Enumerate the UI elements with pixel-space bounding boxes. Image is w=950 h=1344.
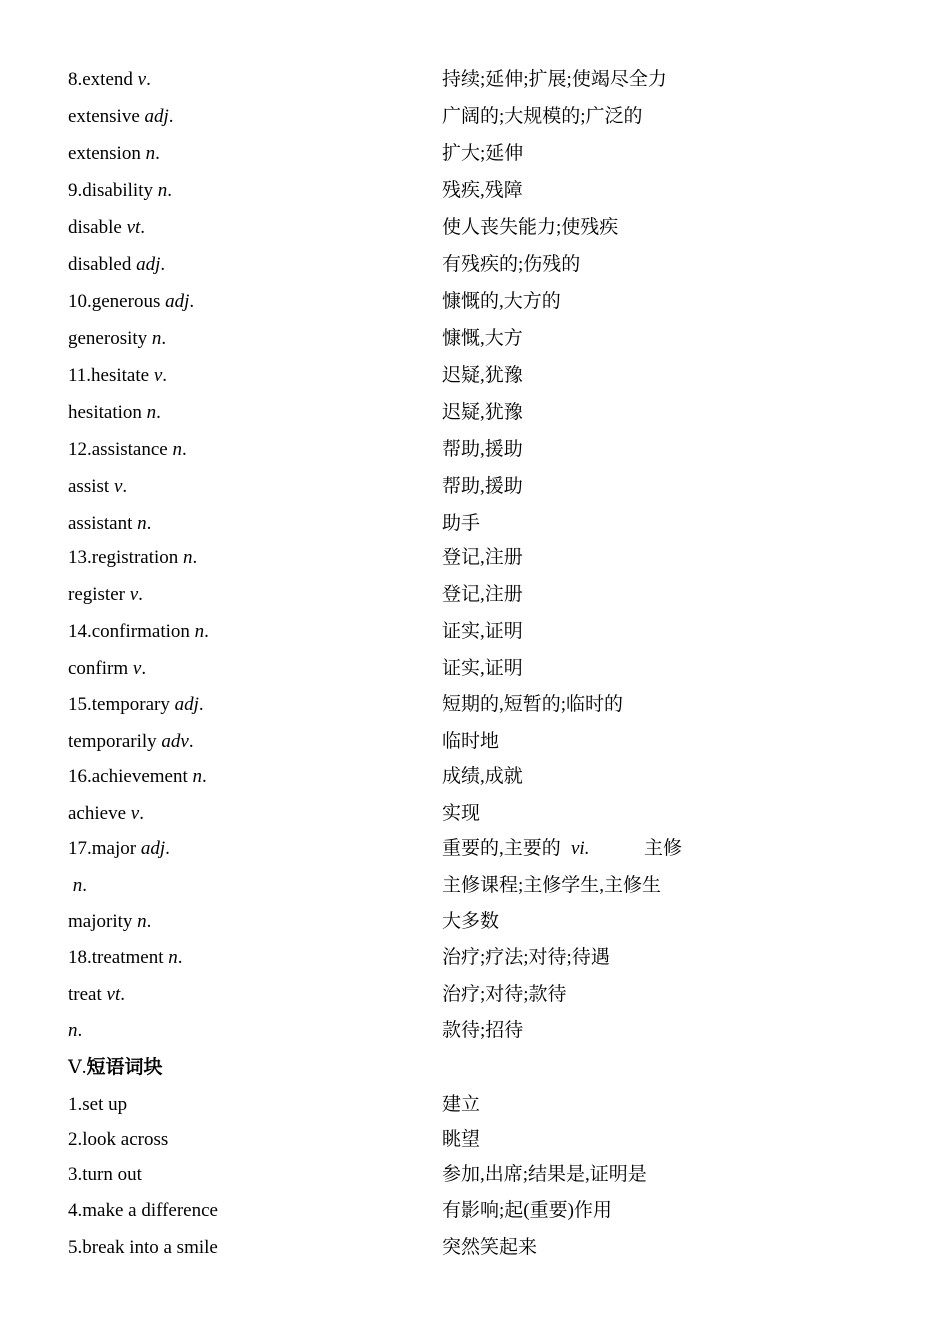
section-number: Ⅴ.	[68, 1057, 87, 1078]
vocab-term: disable vt.	[68, 217, 146, 238]
vocab-meaning: 迟疑,犹豫	[442, 402, 523, 423]
vocab-term: 15.temporary adj.	[68, 694, 204, 715]
phrase-row	[68, 1234, 888, 1262]
vocab-meaning: 迟疑,犹豫	[442, 365, 523, 386]
part-of-speech: v	[132, 658, 142, 679]
vocab-meaning: 款待;招待	[442, 1020, 524, 1041]
vocab-row	[68, 436, 888, 464]
part-of-speech: adj	[140, 838, 166, 859]
vocab-term: 11.hesitate v.	[68, 365, 168, 386]
vocab-meaning: 广阔的;大规模的;广泛的	[442, 106, 643, 127]
vocab-meaning: 登记,注册	[442, 584, 523, 605]
vocab-term: n.	[68, 1020, 83, 1041]
vocab-word: hesitation	[68, 402, 147, 423]
vocab-row	[68, 140, 888, 168]
vocab-word: assistant	[68, 513, 138, 534]
part-of-speech: v	[137, 69, 147, 90]
vocab-word: 12.assistance	[68, 439, 173, 460]
part-of-speech: v	[129, 584, 139, 605]
vocab-word: 13.registration	[68, 547, 184, 568]
vocab-word: disabled	[68, 254, 137, 275]
vocab-row	[68, 944, 888, 972]
vocab-word: 15.temporary	[68, 694, 175, 715]
part-of-speech: adj	[174, 694, 199, 715]
vocab-term: 13.registration n.	[68, 547, 198, 568]
vocab-word: achieve	[68, 803, 131, 824]
vocab-meaning: 登记,注册	[442, 547, 523, 568]
phrase-term: 3.turn out	[68, 1164, 142, 1185]
vocab-row	[68, 214, 888, 242]
vocab-row	[68, 473, 888, 501]
phrase-term: 4.make a difference	[68, 1200, 218, 1221]
vocab-term: n.	[68, 872, 87, 900]
vocab-meaning: 慷慨的,大方的	[442, 291, 561, 312]
vocab-row	[68, 510, 888, 538]
vocab-word: assist	[68, 476, 114, 497]
phrase-row	[68, 1161, 888, 1189]
phrase-meaning: 建立	[442, 1094, 481, 1115]
vocab-row	[68, 835, 888, 863]
part-of-speech: n	[137, 911, 147, 932]
phrase-row	[68, 1091, 888, 1119]
vocab-word: 8.extend	[68, 69, 138, 90]
vocab-meaning: 使人丧失能力;使残疾	[442, 217, 619, 238]
phrase-row	[68, 1197, 888, 1225]
section-heading	[68, 1054, 163, 1082]
vocab-meaning: 帮助,援助	[442, 476, 523, 497]
vocab-term: 10.generous adj.	[68, 291, 195, 312]
vocab-word: 14.confirmation	[68, 621, 195, 642]
part-of-speech: n	[68, 1020, 78, 1041]
part-of-speech: n	[145, 143, 156, 164]
phrase-meaning: 突然笑起来	[442, 1237, 538, 1258]
vocab-row	[68, 800, 888, 828]
part-of-speech: n	[146, 402, 157, 423]
phrase-term: 1.set up	[68, 1094, 128, 1115]
vocab-row	[68, 728, 888, 756]
part-of-speech: adj	[165, 291, 190, 312]
part-of-speech: vt	[126, 217, 141, 238]
vocab-meaning: 短期的,短暂的;临时的	[442, 694, 624, 715]
vocab-term: treat vt.	[68, 984, 125, 1005]
vocab-term: extensive adj.	[68, 106, 174, 127]
vocab-meaning: 证实,证明	[442, 621, 523, 642]
vocab-row	[68, 581, 888, 609]
vocab-term: hesitation n.	[68, 402, 161, 423]
vocab-term: temporarily adv.	[68, 731, 194, 752]
vocab-row	[68, 288, 888, 316]
vocab-term: majority n.	[68, 911, 152, 932]
phrase-term: 2.look across	[68, 1129, 169, 1150]
vocab-word: register	[68, 584, 130, 605]
part-of-speech: v	[113, 476, 123, 497]
vocab-row	[68, 763, 888, 791]
vocab-meaning: 扩大;延伸	[442, 143, 524, 164]
vocab-term: 14.confirmation n.	[68, 621, 209, 642]
vocab-term: achieve v.	[68, 803, 144, 824]
vocab-word: 9.disability	[68, 180, 158, 201]
vocab-row	[68, 66, 888, 94]
vocab-row	[68, 251, 888, 279]
part-of-speech: n	[168, 947, 178, 968]
part-of-speech: n	[72, 875, 83, 896]
vocab-word: 17.major	[68, 838, 141, 859]
extra-pos-text: vi	[571, 838, 585, 859]
vocab-row	[68, 618, 888, 646]
part-of-speech: adj	[136, 254, 161, 275]
vocab-word: treat	[68, 984, 107, 1005]
phrase-term: 5.break into a smile	[68, 1237, 218, 1258]
vocab-row	[68, 691, 888, 719]
vocab-meaning: 临时地	[442, 731, 500, 752]
vocab-meaning: 重要的,主要的	[442, 838, 561, 859]
vocab-row	[68, 1017, 888, 1045]
vocab-word: 11.hesitate	[68, 365, 154, 386]
vocab-term: 17.major adj.	[68, 838, 170, 859]
vocab-meaning: 成绩,成就	[442, 766, 523, 787]
vocab-term: register v.	[68, 584, 143, 605]
part-of-speech: n	[194, 621, 205, 642]
vocab-row	[68, 399, 888, 427]
vocab-row	[68, 908, 888, 936]
vocab-meaning: 实现	[442, 803, 481, 824]
vocab-word: temporarily	[68, 731, 162, 752]
vocab-row	[68, 325, 888, 353]
vocab-term: assistant n.	[68, 513, 152, 534]
section-title: 短语词块	[86, 1057, 163, 1078]
vocab-word: disable	[68, 217, 127, 238]
vocab-word: majority	[68, 911, 138, 932]
extra-part-of-speech: vi.	[571, 838, 590, 859]
vocab-meaning: 证实,证明	[442, 658, 523, 679]
vocab-meaning: 大多数	[442, 911, 500, 932]
part-of-speech: n	[183, 547, 193, 568]
part-of-speech: n	[192, 766, 203, 787]
part-of-speech: vt	[106, 984, 121, 1005]
vocab-term: confirm v.	[68, 658, 147, 679]
vocab-row	[68, 872, 888, 900]
phrase-meaning: 参加,出席;结果是,证明是	[442, 1164, 647, 1185]
part-of-speech: adv	[161, 731, 189, 752]
part-of-speech: v	[153, 365, 163, 386]
vocab-row	[68, 103, 888, 131]
vocab-term: 12.assistance n.	[68, 439, 187, 460]
vocab-word: 18.treatment	[68, 947, 169, 968]
vocab-word: extension	[68, 143, 146, 164]
vocab-term: 18.treatment n.	[68, 947, 183, 968]
vocab-term: 8.extend v.	[68, 69, 151, 90]
vocab-meaning: 持续;延伸;扩展;使竭尽全力	[442, 69, 667, 90]
vocab-term: 9.disability n.	[68, 180, 172, 201]
vocab-row	[68, 177, 888, 205]
part-of-speech: n	[151, 328, 162, 349]
part-of-speech: n	[157, 180, 168, 201]
vocab-term: disabled adj.	[68, 254, 166, 275]
vocab-meaning: 治疗;疗法;对待;待遇	[442, 947, 610, 968]
vocab-meaning: 慷慨,大方	[442, 328, 523, 349]
vocab-meaning: 帮助,援助	[442, 439, 523, 460]
part-of-speech: v	[130, 803, 140, 824]
vocab-meaning: 有残疾的;伤残的	[442, 254, 581, 275]
vocab-term: assist v.	[68, 476, 128, 497]
vocab-meaning: 治疗;对待;款待	[442, 984, 567, 1005]
vocab-row	[68, 362, 888, 390]
vocab-term: extension n.	[68, 143, 160, 164]
part-of-speech: adj	[144, 106, 169, 127]
vocab-row	[68, 981, 888, 1009]
phrase-meaning: 有影响;起(重要)作用	[442, 1200, 612, 1221]
vocab-word: confirm	[68, 658, 133, 679]
vocab-word: generosity	[68, 328, 152, 349]
vocab-row	[68, 544, 888, 572]
phrase-meaning: 眺望	[442, 1129, 481, 1150]
vocab-meaning: 助手	[442, 513, 481, 534]
vocab-word: extensive	[68, 106, 145, 127]
vocab-meaning: 主修课程;主修学生,主修生	[442, 875, 662, 896]
vocab-word: 10.generous	[68, 291, 166, 312]
part-of-speech: n	[137, 513, 147, 534]
phrase-row	[68, 1126, 888, 1154]
vocab-meaning: 残疾,残障	[442, 180, 523, 201]
extra-meaning: 主修	[644, 838, 683, 859]
vocab-term: generosity n.	[68, 328, 167, 349]
vocab-word: 16.achievement	[68, 766, 193, 787]
vocab-row	[68, 655, 888, 683]
vocab-term: 16.achievement n.	[68, 766, 207, 787]
part-of-speech: n	[172, 439, 182, 460]
